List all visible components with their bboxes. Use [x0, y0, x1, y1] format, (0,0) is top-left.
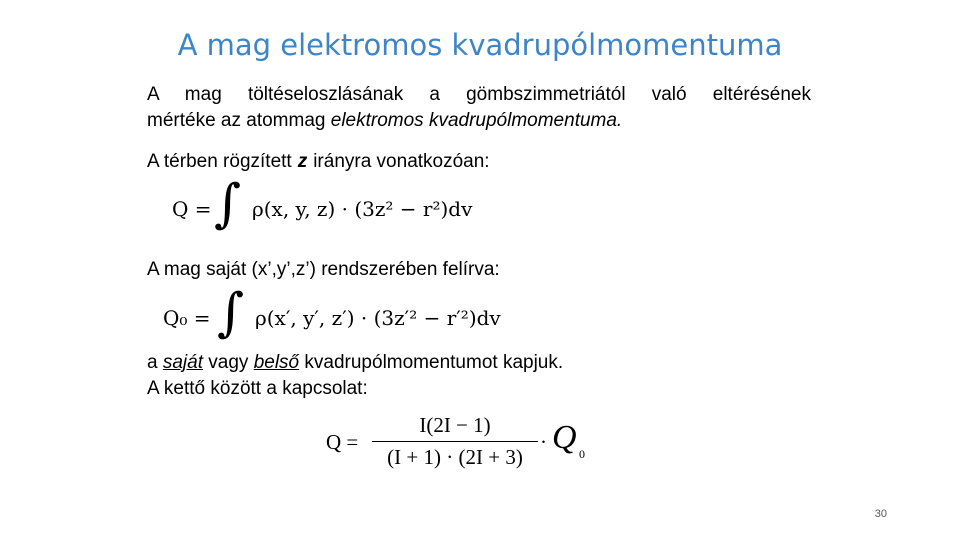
- q0-subscript: 0: [579, 447, 585, 461]
- text-before: A térben rögzített: [147, 151, 292, 172]
- equation-lhs: Q =: [326, 430, 359, 454]
- text-after: irányra vonatkozóan:: [313, 151, 490, 172]
- page-number: 30: [874, 508, 887, 520]
- emphasis-term: elektromos kvadrupólmomentuma.: [330, 110, 623, 131]
- paragraph-own-frame: A mag saját (x’,y’,z’) rendszerében felírva:: [147, 259, 500, 280]
- paragraph-z-direction: [147, 149, 490, 175]
- paragraph-definition: [147, 82, 811, 134]
- q0-symbol: Q: [552, 419, 577, 456]
- paragraph-line: A kettő között a kapcsolat:: [147, 378, 368, 399]
- equation-lhs: Q =: [172, 197, 212, 221]
- fraction: [372, 413, 538, 470]
- equation-rhs: ρ(x′, y′, z′) · (3z′² − r′²)dv: [255, 306, 501, 330]
- text-pre: a: [147, 352, 163, 373]
- paragraph-intrinsic: [147, 350, 563, 402]
- paragraph-line-plain: mértéke az atommag: [147, 110, 331, 131]
- slide-title: A mag elektromos kvadrupólmomentuma: [177, 28, 783, 62]
- paragraph-line: A mag töltéseloszlásának a gömbszimmetriától való eltérésének: [147, 84, 811, 105]
- fraction-numerator: I(2I − 1): [372, 413, 538, 442]
- integral-sign: ∫: [214, 174, 242, 234]
- multiply-dot: ·: [540, 430, 547, 454]
- text-post: kvadrupólmomentumot kapjuk.: [299, 352, 564, 373]
- equation-lhs: Q₀ =: [163, 306, 211, 330]
- fraction-denominator: (I + 1) · (2I + 3): [387, 445, 523, 469]
- text-mid: vagy: [203, 352, 254, 373]
- integral-sign: ∫: [217, 283, 245, 343]
- underlined-term: belső: [253, 352, 300, 373]
- equation-rhs: ρ(x, y, z) · (3z² − r²)dv: [252, 197, 473, 221]
- variable-z: z: [297, 151, 308, 172]
- underlined-term: saját: [162, 352, 203, 373]
